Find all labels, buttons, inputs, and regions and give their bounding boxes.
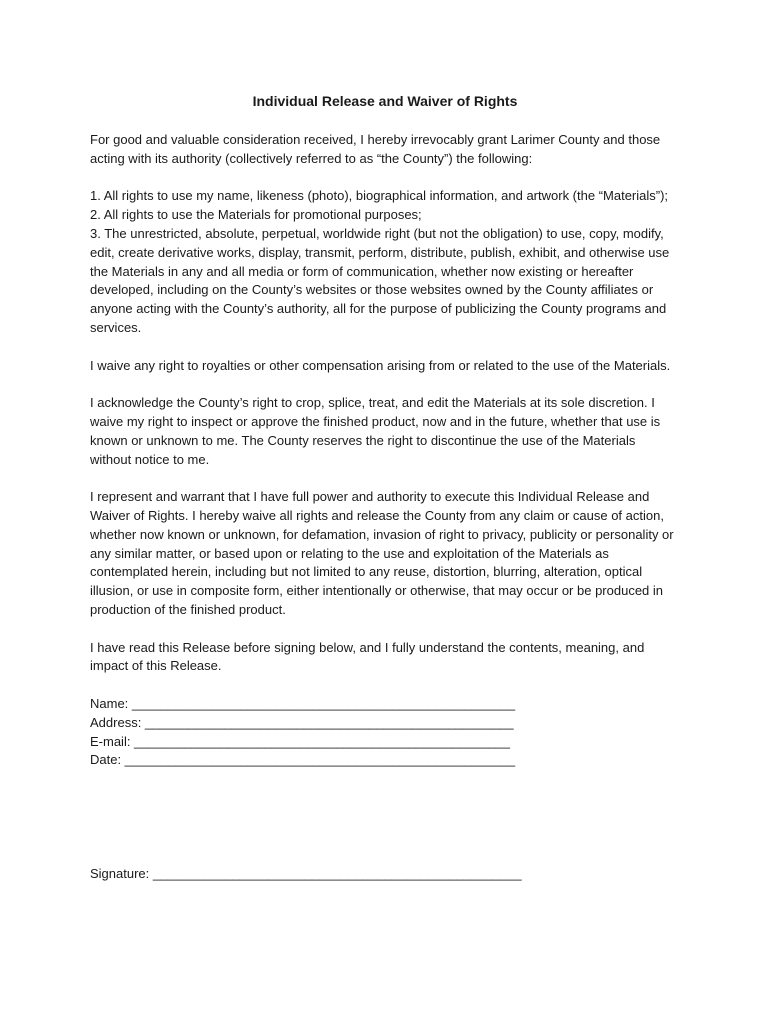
- crop-paragraph: I acknowledge the County’s right to crop, splice, treat, and edit the Materials at its sole discretion. I waive my right to inspect or approve the finished product, now and in the future, whether that use is known or unknown to me. The County reserves the right to discontinue the use of the Materials without notice to me.: [90, 395, 661, 467]
- document-page: [90, 91, 680, 770]
- name-field[interactable]: Name: _____________________________________________________: [90, 695, 516, 711]
- intro-paragraph: For good and valuable consideration received, I hereby irrevocably grant Larimer County and those acting with its authority (collectively referred to as “the County”) the following:: [90, 132, 661, 166]
- signature-field[interactable]: Signature: ___________________________________________________: [90, 866, 522, 881]
- read-paragraph: I have read this Release before signing below, and I fully understand the contents, meaning, and impact of this Release.: [90, 639, 645, 674]
- rights-list: [90, 187, 680, 337]
- document-title: Individual Release and Waiver of Rights: [252, 93, 518, 109]
- signature-fields: [90, 695, 680, 770]
- email-field[interactable]: E-mail: ____________________________________________________: [90, 733, 511, 749]
- list-item: 3. The unrestricted, absolute, perpetual, worldwide right (but not the obligation) to use, copy, modify, edit, create derivative works, display, transmit, perform, distribute, publish, exhibit, and otherwise use the Materials in any and all media or form of communication, whether now existing or hereafter developed, including on the County’s websites or those websites owned by the County affiliates or anyone acting with the County’s authority, all for the purpose of publicizing the County programs and services.: [90, 225, 670, 335]
- warrant-paragraph: I represent and warrant that I have full power and authority to execute this Individual Release and Waiver of Rights. I hereby waive all rights and release the County from any claim or cause of action, whether now known or unknown, for defamation, invasion of right to privacy, publicity or personality or any similar matter, or based upon or relating to the use and exploitation of the Materials as contemplated herein, including but not limited to any reuse, distortion, blurring, alteration, optical illusion, or use in composite form, either intentionally or otherwise, that may occur or be produced in production of the finished product.: [90, 489, 674, 617]
- address-field[interactable]: Address: ___________________________________________________: [90, 714, 514, 730]
- list-item: 2. All rights to use the Materials for promotional purposes;: [90, 207, 422, 223]
- royalties-paragraph: I waive any right to royalties or other compensation arising from or related to the use of the Materials.: [90, 357, 671, 373]
- date-field[interactable]: Date: ______________________________________________________: [90, 752, 516, 768]
- list-item: 1. All rights to use my name, likeness (photo), biographical information, and artwork (the “Materials”);: [90, 188, 669, 204]
